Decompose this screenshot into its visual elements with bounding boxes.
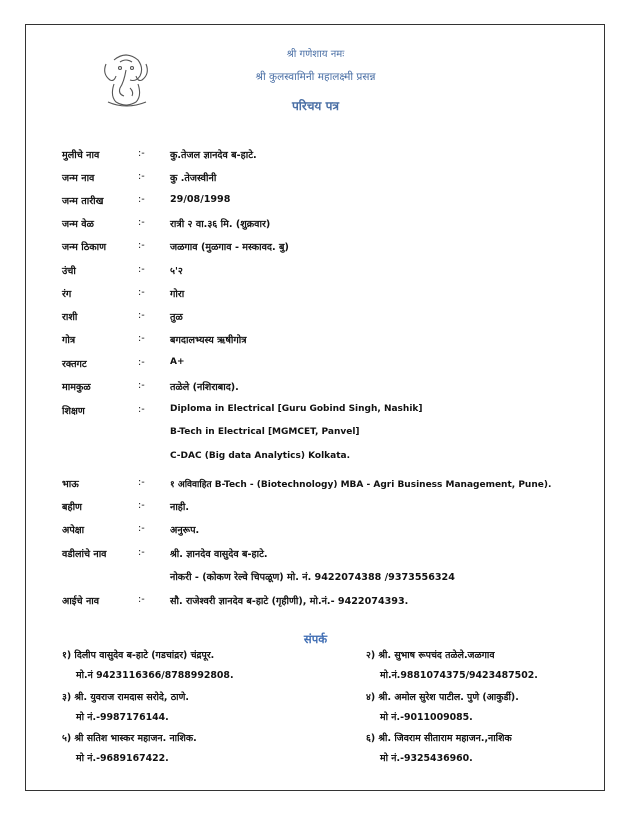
detail-value: अनुरूप.: [170, 525, 200, 536]
detail-value: श्री. ज्ञानदेव वासुदेव ब-हाटे.: [170, 549, 268, 560]
detail-label: मामकुळ: [62, 382, 91, 393]
detail-value: ५'२: [170, 266, 183, 277]
detail-value: नोकरी - (कोकण रेल्वे चिपळूण) मो. नं. 9422074388 /9373556324: [170, 572, 455, 583]
detail-label: जन्म ठिकाण: [62, 242, 107, 253]
detail-label: रक्तगट: [62, 359, 87, 370]
detail-label: अपेक्षा: [62, 525, 85, 536]
detail-separator: :-: [138, 240, 145, 251]
contact-phone: मो नं.-9987176144.: [76, 712, 169, 723]
detail-separator: :-: [138, 264, 145, 275]
detail-label: भाऊ: [62, 479, 79, 490]
contact-phone: मो नं.-9689167422.: [76, 753, 169, 764]
detail-separator: :-: [138, 594, 145, 605]
detail-value: B-Tech in Electrical [MGMCET, Panvel]: [170, 427, 360, 437]
detail-separator: :-: [138, 477, 145, 488]
detail-value: १ अविवाहित B-Tech - (Biotechnology) MBA - Agri Business Management, Pune).: [170, 480, 552, 490]
detail-separator: :-: [138, 500, 145, 511]
detail-separator: :-: [138, 194, 145, 205]
contact-title: संपर्क: [303, 632, 328, 646]
contact-phone: मो नं.-9011009085.: [380, 712, 473, 723]
contact-name: ६) श्री. जिवराम सीताराम महाजन.,नाशिक: [366, 733, 512, 744]
contact-name: ३) श्री. युवराज रामदास सरोदे, ठाणे.: [62, 692, 189, 703]
detail-separator: :-: [138, 380, 145, 391]
detail-label: मुलीचे नाव: [62, 150, 100, 161]
contact-name: १) दिलीप वासुदेव ब-हाटे (गडचांद्रर) चंद्रपूर.: [62, 650, 215, 661]
detail-value: 29/08/1998: [170, 194, 231, 205]
contact-name: २) श्री. सुभाष रूपचंद तळेले.जळगाव: [366, 650, 495, 661]
detail-label: जन्म तारीख: [62, 196, 104, 207]
detail-separator: :-: [138, 287, 145, 298]
detail-label: आईचे नाव: [62, 596, 100, 607]
detail-separator: :-: [138, 523, 145, 534]
detail-label: उंची: [62, 266, 76, 277]
detail-label: रंग: [62, 289, 72, 300]
page-title: परिचय पत्र: [291, 99, 340, 113]
contact-name: ५) श्री सतिश भास्कर महाजन. नाशिक.: [62, 733, 197, 744]
detail-value: कु.तेजल ज्ञानदेव ब-हाटे.: [170, 150, 257, 161]
detail-label: शिक्षण: [62, 406, 85, 417]
detail-value: Diploma in Electrical [Guru Gobind Singh, Nashik]: [170, 404, 423, 414]
detail-value: तुळ: [170, 312, 183, 323]
invocation-line-2: श्री कुलस्वामिनी महालक्ष्मी प्रसन्न: [255, 71, 376, 83]
detail-separator: :-: [138, 217, 145, 228]
contact-phone: मो नं.-9325436960.: [380, 753, 473, 764]
detail-value: तळेले (नशिराबाद).: [170, 382, 239, 393]
detail-separator: :-: [138, 310, 145, 321]
detail-separator: :-: [138, 404, 145, 415]
detail-separator: :-: [138, 171, 145, 182]
detail-value: A+: [170, 357, 185, 367]
detail-value: C-DAC (Big data Analytics) Kolkata.: [170, 451, 351, 461]
contact-phone: मो.नं.9881074375/9423487502.: [380, 670, 538, 681]
detail-label: जन्म वेळ: [62, 219, 94, 230]
detail-label: राशी: [62, 312, 78, 323]
detail-label: बहीण: [62, 502, 82, 513]
invocation-line-1: श्री गणेशाय नमः: [286, 49, 345, 60]
detail-separator: :-: [138, 547, 145, 558]
detail-value: जळगाव (मुळगाव - मस्कावद. बु): [170, 242, 289, 253]
detail-separator: :-: [138, 148, 145, 159]
contact-phone: मो.नं 9423116366/8788992808.: [76, 670, 234, 681]
detail-label: जन्म नाव: [62, 173, 95, 184]
detail-separator: :-: [138, 357, 145, 368]
detail-label: गोत्र: [62, 335, 76, 346]
detail-value: कु .तेजस्वीनी: [170, 173, 217, 184]
detail-value: गोरा: [170, 289, 185, 300]
detail-value: बगदालभ्यस्य ऋषीगोत्र: [170, 335, 247, 346]
detail-separator: :-: [138, 333, 145, 344]
contact-name: ४) श्री. अमोल सुरेश पाटील. पुणे (आकुर्डी).: [366, 692, 519, 703]
detail-value: रात्री २ वा.३६ मि. (शुक्रवार): [170, 219, 271, 230]
detail-label: वडीलांचे नाव: [62, 549, 107, 560]
detail-value: सौ. राजेश्वरी ज्ञानदेव ब-हाटे (गृहीणी), मो.नं.- 9422074393.: [170, 596, 409, 607]
detail-value: नाही.: [170, 502, 190, 513]
